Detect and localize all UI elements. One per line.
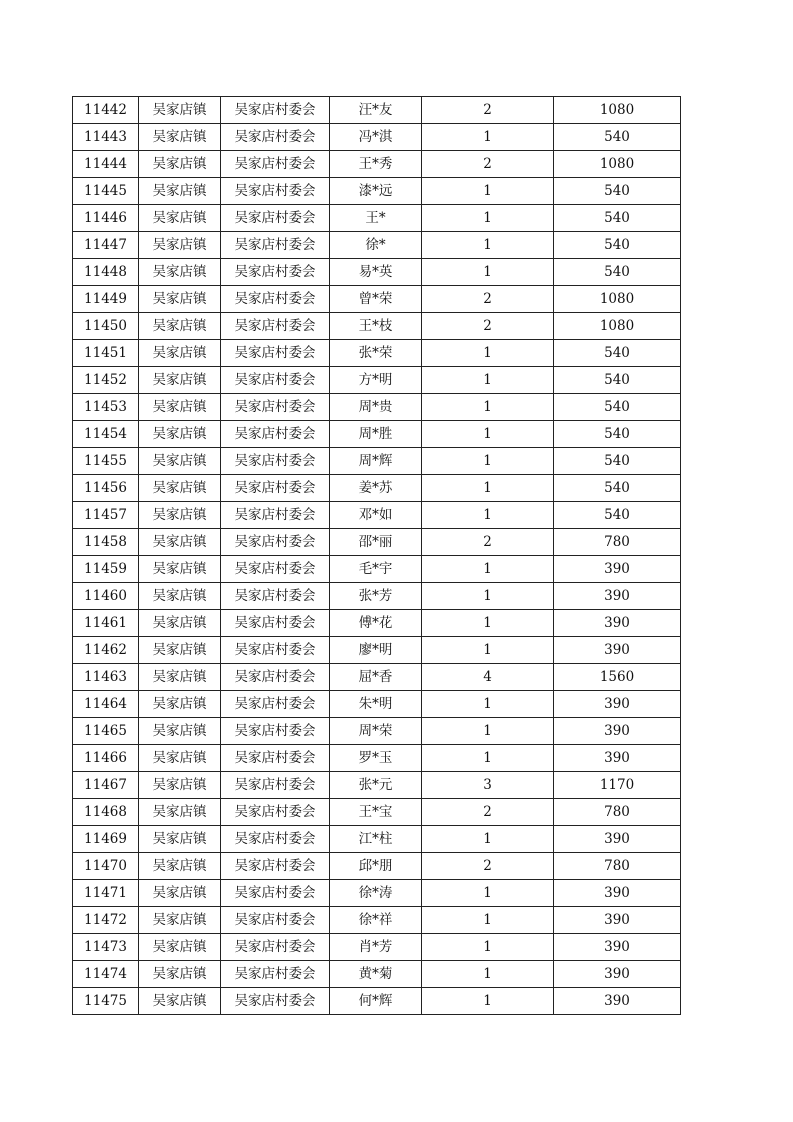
- table-row: [73, 799, 681, 826]
- table-row: [73, 394, 681, 421]
- village-committee-cell: 吴家店村委会: [221, 313, 330, 340]
- count-cell: 1: [422, 367, 554, 394]
- village-committee-cell: 吴家店村委会: [221, 421, 330, 448]
- table-row: [73, 259, 681, 286]
- name-cell: 张*芳: [330, 583, 422, 610]
- village-committee-cell: 吴家店村委会: [221, 205, 330, 232]
- name-cell: 方*明: [330, 367, 422, 394]
- town-cell: 吴家店镇: [139, 610, 221, 637]
- town-cell: 吴家店镇: [139, 961, 221, 988]
- town-cell: 吴家店镇: [139, 826, 221, 853]
- row-id-cell: 11450: [73, 313, 139, 340]
- name-cell: 徐*涛: [330, 880, 422, 907]
- table-row: [73, 718, 681, 745]
- row-id-cell: 11444: [73, 151, 139, 178]
- village-committee-cell: 吴家店村委会: [221, 880, 330, 907]
- count-cell: 2: [422, 151, 554, 178]
- table-row: [73, 313, 681, 340]
- amount-cell: 390: [554, 988, 681, 1015]
- table-row: [73, 691, 681, 718]
- village-committee-cell: 吴家店村委会: [221, 556, 330, 583]
- table-row: [73, 745, 681, 772]
- table-row: [73, 421, 681, 448]
- count-cell: 1: [422, 556, 554, 583]
- count-cell: 1: [422, 907, 554, 934]
- name-cell: 傅*花: [330, 610, 422, 637]
- amount-cell: 390: [554, 826, 681, 853]
- row-id-cell: 11445: [73, 178, 139, 205]
- row-id-cell: 11473: [73, 934, 139, 961]
- count-cell: 1: [422, 205, 554, 232]
- name-cell: 朱*明: [330, 691, 422, 718]
- table-row: [73, 124, 681, 151]
- town-cell: 吴家店镇: [139, 664, 221, 691]
- name-cell: 黄*菊: [330, 961, 422, 988]
- village-committee-cell: 吴家店村委会: [221, 529, 330, 556]
- village-committee-cell: 吴家店村委会: [221, 934, 330, 961]
- name-cell: 张*元: [330, 772, 422, 799]
- count-cell: 2: [422, 853, 554, 880]
- town-cell: 吴家店镇: [139, 691, 221, 718]
- amount-cell: 540: [554, 502, 681, 529]
- table-row: [73, 502, 681, 529]
- amount-cell: 390: [554, 637, 681, 664]
- table-row: [73, 340, 681, 367]
- count-cell: 1: [422, 637, 554, 664]
- name-cell: 张*荣: [330, 340, 422, 367]
- amount-cell: 540: [554, 205, 681, 232]
- town-cell: 吴家店镇: [139, 232, 221, 259]
- town-cell: 吴家店镇: [139, 286, 221, 313]
- name-cell: 何*辉: [330, 988, 422, 1015]
- town-cell: 吴家店镇: [139, 745, 221, 772]
- table-row: [73, 610, 681, 637]
- town-cell: 吴家店镇: [139, 799, 221, 826]
- row-id-cell: 11454: [73, 421, 139, 448]
- village-committee-cell: 吴家店村委会: [221, 151, 330, 178]
- amount-cell: 540: [554, 232, 681, 259]
- village-committee-cell: 吴家店村委会: [221, 286, 330, 313]
- village-committee-cell: 吴家店村委会: [221, 259, 330, 286]
- town-cell: 吴家店镇: [139, 367, 221, 394]
- row-id-cell: 11459: [73, 556, 139, 583]
- row-id-cell: 11465: [73, 718, 139, 745]
- name-cell: 冯*淇: [330, 124, 422, 151]
- row-id-cell: 11466: [73, 745, 139, 772]
- count-cell: 2: [422, 529, 554, 556]
- count-cell: 1: [422, 448, 554, 475]
- village-committee-cell: 吴家店村委会: [221, 961, 330, 988]
- count-cell: 4: [422, 664, 554, 691]
- row-id-cell: 11474: [73, 961, 139, 988]
- name-cell: 曾*荣: [330, 286, 422, 313]
- amount-cell: 390: [554, 907, 681, 934]
- village-committee-cell: 吴家店村委会: [221, 97, 330, 124]
- name-cell: 周*胜: [330, 421, 422, 448]
- count-cell: 1: [422, 988, 554, 1015]
- name-cell: 邵*丽: [330, 529, 422, 556]
- row-id-cell: 11464: [73, 691, 139, 718]
- table-row: [73, 772, 681, 799]
- table-row: [73, 367, 681, 394]
- count-cell: 1: [422, 340, 554, 367]
- count-cell: 1: [422, 583, 554, 610]
- row-id-cell: 11461: [73, 610, 139, 637]
- village-committee-cell: 吴家店村委会: [221, 178, 330, 205]
- count-cell: 1: [422, 475, 554, 502]
- row-id-cell: 11472: [73, 907, 139, 934]
- village-committee-cell: 吴家店村委会: [221, 718, 330, 745]
- town-cell: 吴家店镇: [139, 259, 221, 286]
- name-cell: 徐*: [330, 232, 422, 259]
- amount-cell: 390: [554, 934, 681, 961]
- table-row: [73, 664, 681, 691]
- town-cell: 吴家店镇: [139, 340, 221, 367]
- amount-cell: 780: [554, 799, 681, 826]
- row-id-cell: 11443: [73, 124, 139, 151]
- count-cell: 1: [422, 259, 554, 286]
- town-cell: 吴家店镇: [139, 178, 221, 205]
- table-row: [73, 934, 681, 961]
- village-committee-cell: 吴家店村委会: [221, 772, 330, 799]
- village-committee-cell: 吴家店村委会: [221, 637, 330, 664]
- village-committee-cell: 吴家店村委会: [221, 232, 330, 259]
- count-cell: 1: [422, 232, 554, 259]
- name-cell: 王*: [330, 205, 422, 232]
- town-cell: 吴家店镇: [139, 502, 221, 529]
- village-committee-cell: 吴家店村委会: [221, 340, 330, 367]
- row-id-cell: 11446: [73, 205, 139, 232]
- amount-cell: 540: [554, 259, 681, 286]
- amount-cell: 540: [554, 178, 681, 205]
- name-cell: 周*荣: [330, 718, 422, 745]
- name-cell: 周*贵: [330, 394, 422, 421]
- row-id-cell: 11468: [73, 799, 139, 826]
- count-cell: 1: [422, 745, 554, 772]
- name-cell: 屈*香: [330, 664, 422, 691]
- village-committee-cell: 吴家店村委会: [221, 448, 330, 475]
- village-committee-cell: 吴家店村委会: [221, 502, 330, 529]
- town-cell: 吴家店镇: [139, 97, 221, 124]
- name-cell: 漆*远: [330, 178, 422, 205]
- row-id-cell: 11449: [73, 286, 139, 313]
- row-id-cell: 11442: [73, 97, 139, 124]
- count-cell: 2: [422, 97, 554, 124]
- count-cell: 1: [422, 502, 554, 529]
- count-cell: 1: [422, 124, 554, 151]
- count-cell: 1: [422, 394, 554, 421]
- village-committee-cell: 吴家店村委会: [221, 124, 330, 151]
- count-cell: 1: [422, 826, 554, 853]
- row-id-cell: 11447: [73, 232, 139, 259]
- table-row: [73, 988, 681, 1015]
- amount-cell: 540: [554, 421, 681, 448]
- row-id-cell: 11456: [73, 475, 139, 502]
- amount-cell: 390: [554, 610, 681, 637]
- village-committee-cell: 吴家店村委会: [221, 826, 330, 853]
- town-cell: 吴家店镇: [139, 772, 221, 799]
- name-cell: 汪*友: [330, 97, 422, 124]
- count-cell: 2: [422, 799, 554, 826]
- table-row: [73, 853, 681, 880]
- amount-cell: 390: [554, 691, 681, 718]
- count-cell: 2: [422, 313, 554, 340]
- village-committee-cell: 吴家店村委会: [221, 475, 330, 502]
- town-cell: 吴家店镇: [139, 934, 221, 961]
- amount-cell: 390: [554, 961, 681, 988]
- town-cell: 吴家店镇: [139, 637, 221, 664]
- row-id-cell: 11453: [73, 394, 139, 421]
- village-committee-cell: 吴家店村委会: [221, 583, 330, 610]
- town-cell: 吴家店镇: [139, 448, 221, 475]
- village-committee-cell: 吴家店村委会: [221, 664, 330, 691]
- village-committee-cell: 吴家店村委会: [221, 853, 330, 880]
- row-id-cell: 11467: [73, 772, 139, 799]
- town-cell: 吴家店镇: [139, 556, 221, 583]
- count-cell: 3: [422, 772, 554, 799]
- row-id-cell: 11452: [73, 367, 139, 394]
- row-id-cell: 11471: [73, 880, 139, 907]
- town-cell: 吴家店镇: [139, 421, 221, 448]
- amount-cell: 540: [554, 394, 681, 421]
- amount-cell: 390: [554, 583, 681, 610]
- row-id-cell: 11451: [73, 340, 139, 367]
- amount-cell: 390: [554, 880, 681, 907]
- count-cell: 1: [422, 178, 554, 205]
- amount-cell: 780: [554, 853, 681, 880]
- table-row: [73, 475, 681, 502]
- amount-cell: 1080: [554, 97, 681, 124]
- amount-cell: 390: [554, 556, 681, 583]
- count-cell: 2: [422, 286, 554, 313]
- town-cell: 吴家店镇: [139, 907, 221, 934]
- amount-cell: 1080: [554, 286, 681, 313]
- village-committee-cell: 吴家店村委会: [221, 745, 330, 772]
- town-cell: 吴家店镇: [139, 988, 221, 1015]
- table-row: [73, 448, 681, 475]
- table-row: [73, 556, 681, 583]
- town-cell: 吴家店镇: [139, 718, 221, 745]
- table-row: [73, 205, 681, 232]
- table-row: [73, 286, 681, 313]
- table-row: [73, 880, 681, 907]
- amount-cell: 1170: [554, 772, 681, 799]
- amount-cell: 540: [554, 448, 681, 475]
- amount-cell: 540: [554, 367, 681, 394]
- row-id-cell: 11475: [73, 988, 139, 1015]
- name-cell: 王*宝: [330, 799, 422, 826]
- count-cell: 1: [422, 880, 554, 907]
- row-id-cell: 11460: [73, 583, 139, 610]
- name-cell: 江*柱: [330, 826, 422, 853]
- amount-cell: 540: [554, 340, 681, 367]
- row-id-cell: 11463: [73, 664, 139, 691]
- town-cell: 吴家店镇: [139, 394, 221, 421]
- row-id-cell: 11469: [73, 826, 139, 853]
- name-cell: 肖*芳: [330, 934, 422, 961]
- count-cell: 1: [422, 934, 554, 961]
- name-cell: 王*枝: [330, 313, 422, 340]
- amount-cell: 540: [554, 124, 681, 151]
- town-cell: 吴家店镇: [139, 124, 221, 151]
- amount-cell: 1080: [554, 313, 681, 340]
- village-committee-cell: 吴家店村委会: [221, 394, 330, 421]
- town-cell: 吴家店镇: [139, 313, 221, 340]
- amount-cell: 1560: [554, 664, 681, 691]
- town-cell: 吴家店镇: [139, 475, 221, 502]
- name-cell: 姜*苏: [330, 475, 422, 502]
- count-cell: 1: [422, 961, 554, 988]
- row-id-cell: 11457: [73, 502, 139, 529]
- name-cell: 易*英: [330, 259, 422, 286]
- village-committee-cell: 吴家店村委会: [221, 610, 330, 637]
- table-row: [73, 961, 681, 988]
- count-cell: 1: [422, 610, 554, 637]
- town-cell: 吴家店镇: [139, 151, 221, 178]
- table-row: [73, 583, 681, 610]
- town-cell: 吴家店镇: [139, 583, 221, 610]
- village-committee-cell: 吴家店村委会: [221, 988, 330, 1015]
- data-table: [72, 96, 681, 1015]
- name-cell: 邱*朋: [330, 853, 422, 880]
- table-row: [73, 637, 681, 664]
- row-id-cell: 11470: [73, 853, 139, 880]
- table-row: [73, 178, 681, 205]
- table-row: [73, 907, 681, 934]
- table-row: [73, 151, 681, 178]
- count-cell: 1: [422, 718, 554, 745]
- table-row: [73, 97, 681, 124]
- name-cell: 周*辉: [330, 448, 422, 475]
- amount-cell: 390: [554, 745, 681, 772]
- row-id-cell: 11462: [73, 637, 139, 664]
- town-cell: 吴家店镇: [139, 529, 221, 556]
- row-id-cell: 11458: [73, 529, 139, 556]
- amount-cell: 780: [554, 529, 681, 556]
- name-cell: 毛*宇: [330, 556, 422, 583]
- village-committee-cell: 吴家店村委会: [221, 799, 330, 826]
- amount-cell: 390: [554, 718, 681, 745]
- table-row: [73, 529, 681, 556]
- name-cell: 廖*明: [330, 637, 422, 664]
- count-cell: 1: [422, 691, 554, 718]
- town-cell: 吴家店镇: [139, 853, 221, 880]
- table-row: [73, 826, 681, 853]
- name-cell: 罗*玉: [330, 745, 422, 772]
- row-id-cell: 11455: [73, 448, 139, 475]
- village-committee-cell: 吴家店村委会: [221, 691, 330, 718]
- name-cell: 徐*祥: [330, 907, 422, 934]
- amount-cell: 540: [554, 475, 681, 502]
- table-body: [73, 97, 681, 1015]
- village-committee-cell: 吴家店村委会: [221, 907, 330, 934]
- town-cell: 吴家店镇: [139, 880, 221, 907]
- table-row: [73, 232, 681, 259]
- village-committee-cell: 吴家店村委会: [221, 367, 330, 394]
- name-cell: 邓*如: [330, 502, 422, 529]
- row-id-cell: 11448: [73, 259, 139, 286]
- town-cell: 吴家店镇: [139, 205, 221, 232]
- name-cell: 王*秀: [330, 151, 422, 178]
- count-cell: 1: [422, 421, 554, 448]
- amount-cell: 1080: [554, 151, 681, 178]
